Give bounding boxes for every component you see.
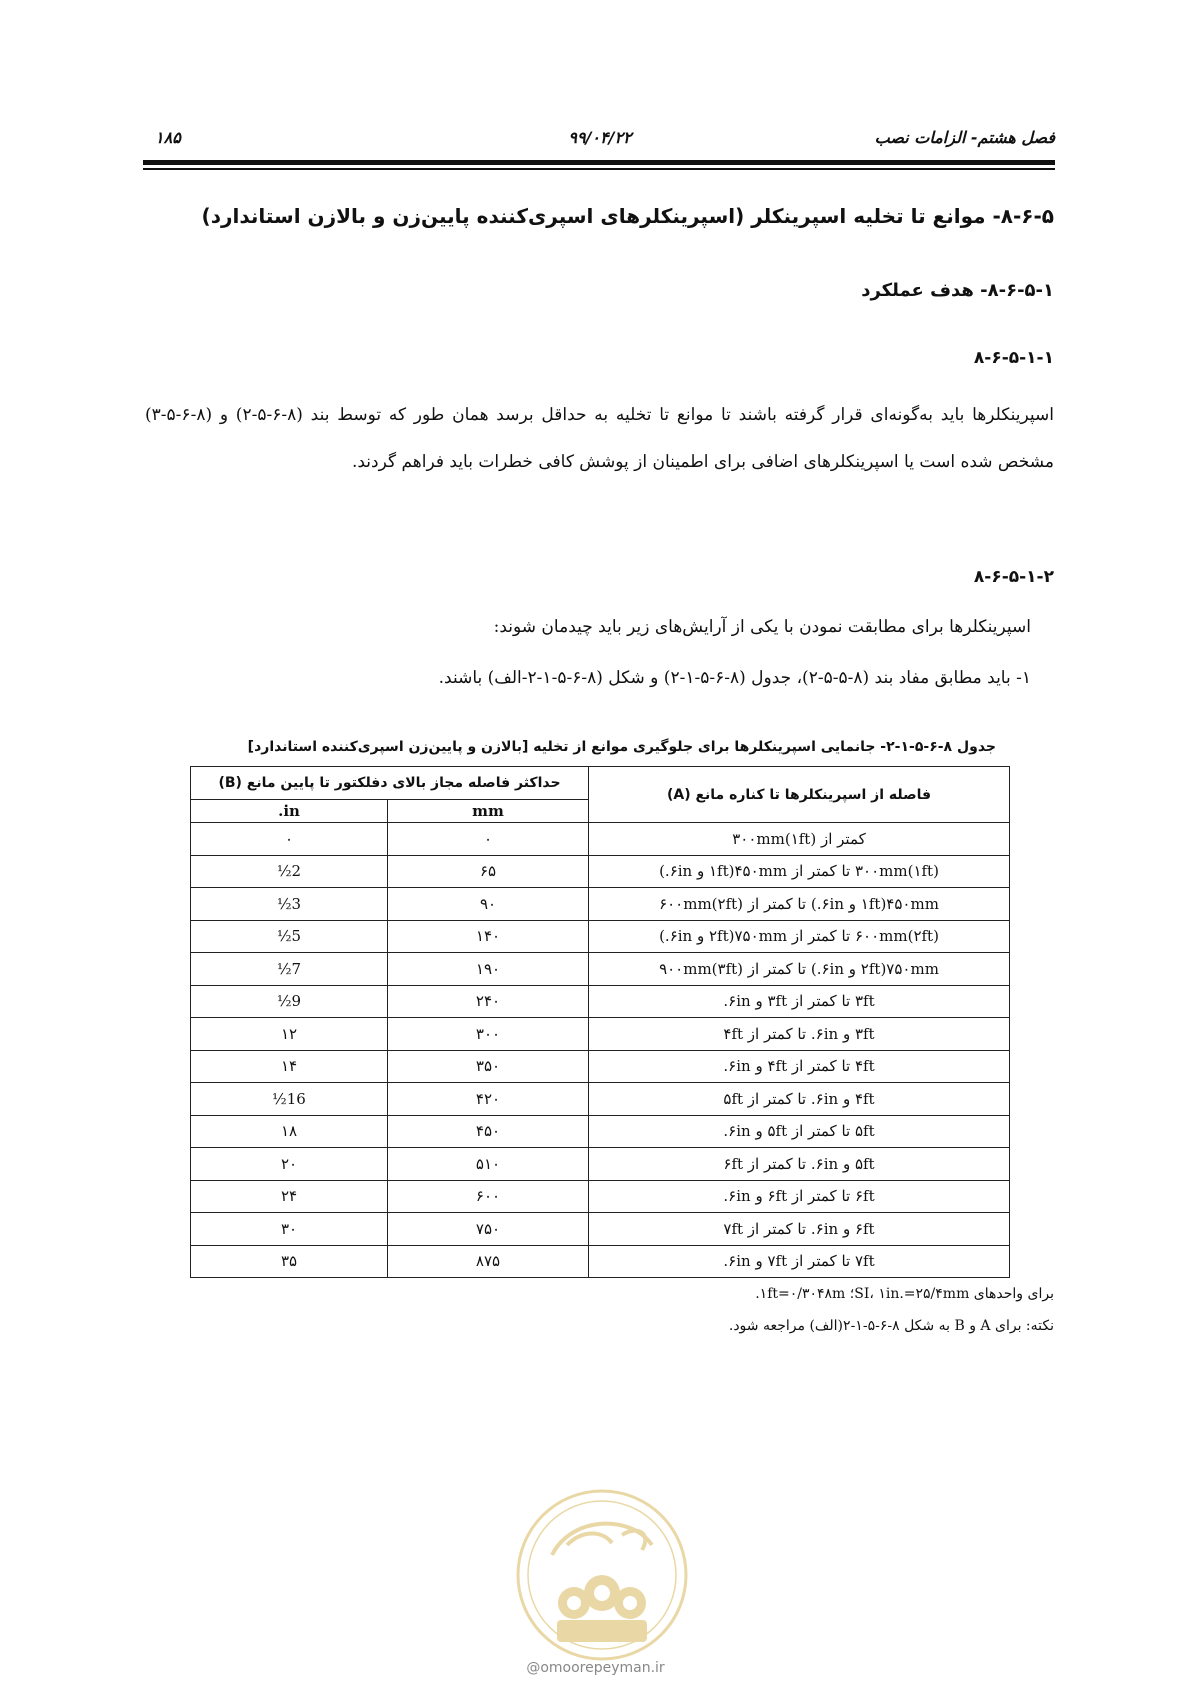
cell-distance-a: ۴۵۰mm(۱ft و ۶in.) تا کمتر از ۶۰۰mm(۲ft) xyxy=(589,888,1010,921)
cell-in: 2½ xyxy=(191,855,388,888)
header-rule-thick xyxy=(143,160,1055,165)
table-row xyxy=(191,823,1010,856)
cell-in: ۲۰ xyxy=(191,1148,388,1181)
table-row xyxy=(191,1050,1010,1083)
cell-mm: ۳۰۰ xyxy=(388,1018,589,1051)
cell-mm: ۴۵۰ xyxy=(388,1115,589,1148)
cell-distance-a: کمتر از ۳۰۰mm(۱ft) xyxy=(589,823,1010,856)
cell-distance-a: ۶۰۰mm(۲ft) تا کمتر از ۷۵۰mm(۲ft و ۶in.) xyxy=(589,920,1010,953)
cell-mm: ۶۵ xyxy=(388,855,589,888)
si-units-note: برای واحدهای SI، ۱in.=۲۵/۴mm؛ ۱ft=۰/۳۰۴۸m. xyxy=(755,1286,1054,1302)
header-date: ۹۹/۰۴/۲۲ xyxy=(568,128,632,147)
section-title: ۸-۶-۵- موانع تا تخلیه اسپرینکلر (اسپرینکلرهای اسپری‌کننده پایین‌زن و بالازن استاندارد) xyxy=(201,204,1054,228)
section-subtitle: ۸-۶-۵-۱- هدف عملکرد xyxy=(861,280,1054,301)
table-row xyxy=(191,985,1010,1018)
cell-distance-a: ۵ft و ۶in. تا کمتر از ۶ft xyxy=(589,1148,1010,1181)
cell-distance-a: ۴ft تا کمتر از ۴ft و ۶in. xyxy=(589,1050,1010,1083)
cell-distance-a: ۷۵۰mm(۲ft و ۶in.) تا کمتر از ۹۰۰mm(۳ft) xyxy=(589,953,1010,986)
cell-in: 7½ xyxy=(191,953,388,986)
cell-distance-a: ۶ft و ۶in. تا کمتر از ۷ft xyxy=(589,1213,1010,1246)
table-row xyxy=(191,1018,1010,1051)
cell-distance-a: ۶ft تا کمتر از ۶ft و ۶in. xyxy=(589,1180,1010,1213)
sprinkler-obstruction-table xyxy=(190,766,1010,1278)
footer-watermark: @omoorepeyman.ir xyxy=(526,1660,665,1676)
cell-in: ۳۰ xyxy=(191,1213,388,1246)
unit-in-header: in. xyxy=(191,800,388,823)
chapter-title: فصل هشتم- الزامات نصب xyxy=(874,128,1055,147)
table-caption: جدول ۸-۶-۵-۱-۲- جانمایی اسپرینکلرها برای جلوگیری موانع از تخلیه [بالازن و پایین‌زن اسپری‌کننده استاندارد] xyxy=(247,739,996,755)
cell-distance-a: ۵ft تا کمتر از ۵ft و ۶in. xyxy=(589,1115,1010,1148)
cell-in: ۳۵ xyxy=(191,1245,388,1278)
table-row xyxy=(191,1213,1010,1246)
table-row xyxy=(191,888,1010,921)
clause1-text: اسپرینکلرها باید به‌گونه‌ای قرار گرفته باشند تا موانع تا تخلیه به حداقل برسد همان طور که توسط بند (۸-۶-۵-۲) و (۸-۶-۵-۳) مشخص شده است یا اسپرینکلرهای اضافی برای اطمینان از پوشش کافی خطرات باید فراهم گردند. xyxy=(145,405,1054,472)
page-number: ۱۸۵ xyxy=(155,128,181,147)
table-row xyxy=(191,1148,1010,1181)
col-b-header: حداکثر فاصله مجاز بالای دفلکتور تا پایین مانع (B) xyxy=(191,767,589,800)
cell-in: ۱۸ xyxy=(191,1115,388,1148)
cell-in: 5½ xyxy=(191,920,388,953)
cell-mm: ۸۷۵ xyxy=(388,1245,589,1278)
table-row xyxy=(191,1245,1010,1278)
table-row xyxy=(191,1083,1010,1116)
cell-distance-a: ۷ft تا کمتر از ۷ft و ۶in. xyxy=(589,1245,1010,1278)
table-row xyxy=(191,920,1010,953)
cell-mm: ۴۲۰ xyxy=(388,1083,589,1116)
header-rule-thin xyxy=(143,168,1055,170)
page-header xyxy=(145,128,1055,150)
clause2-intro: اسپرینکلرها برای مطابقت نمودن با یکی از آرایش‌های زیر باید چیدمان شوند: xyxy=(493,617,1031,637)
col-a-header: فاصله از اسپرینکلرها تا کناره مانع (A) xyxy=(589,767,1010,823)
cell-mm: ۳۵۰ xyxy=(388,1050,589,1083)
cell-in: 3½ xyxy=(191,888,388,921)
cell-mm: ۱۹۰ xyxy=(388,953,589,986)
table-row xyxy=(191,1115,1010,1148)
cell-mm: ۹۰ xyxy=(388,888,589,921)
cell-in: 16½ xyxy=(191,1083,388,1116)
cell-in: ۱۲ xyxy=(191,1018,388,1051)
table-row xyxy=(191,1180,1010,1213)
cell-mm: ۰ xyxy=(388,823,589,856)
cell-distance-a: ۳ft و ۶in. تا کمتر از ۴ft xyxy=(589,1018,1010,1051)
cell-mm: ۶۰۰ xyxy=(388,1180,589,1213)
cell-mm: ۷۵۰ xyxy=(388,1213,589,1246)
clause2-number: ۸-۶-۵-۱-۲ xyxy=(973,567,1054,587)
figure-reference-note: نکته: برای A و B به شکل ۸-۶-۵-۱-۲(الف) مراجعه شود. xyxy=(728,1318,1054,1334)
seal-script-mark xyxy=(552,1524,652,1555)
cell-in: ۰ xyxy=(191,823,388,856)
seal-logo xyxy=(512,1485,692,1665)
clause1-number: ۸-۶-۵-۱-۱ xyxy=(973,348,1054,368)
cell-in: 9½ xyxy=(191,985,388,1018)
cell-mm: ۵۱۰ xyxy=(388,1148,589,1181)
cell-distance-a: ۳۰۰mm(۱ft) تا کمتر از ۴۵۰mm(۱ft و ۶in.) xyxy=(589,855,1010,888)
cell-mm: ۱۴۰ xyxy=(388,920,589,953)
cell-in: ۲۴ xyxy=(191,1180,388,1213)
clause2-item1: ۱- باید مطابق مفاد بند (۸-۵-۵-۲)، جدول (۸-۶-۵-۱-۲) و شکل (۸-۶-۵-۱-۲-الف) باشند. xyxy=(438,668,1031,688)
cell-in: ۱۴ xyxy=(191,1050,388,1083)
cell-distance-a: ۴ft و ۶in. تا کمتر از ۵ft xyxy=(589,1083,1010,1116)
cell-mm: ۲۴۰ xyxy=(388,985,589,1018)
cell-distance-a: ۳ft تا کمتر از ۳ft و ۶in. xyxy=(589,985,1010,1018)
table-row xyxy=(191,953,1010,986)
table-row xyxy=(191,855,1010,888)
unit-mm-header: mm xyxy=(388,800,589,823)
